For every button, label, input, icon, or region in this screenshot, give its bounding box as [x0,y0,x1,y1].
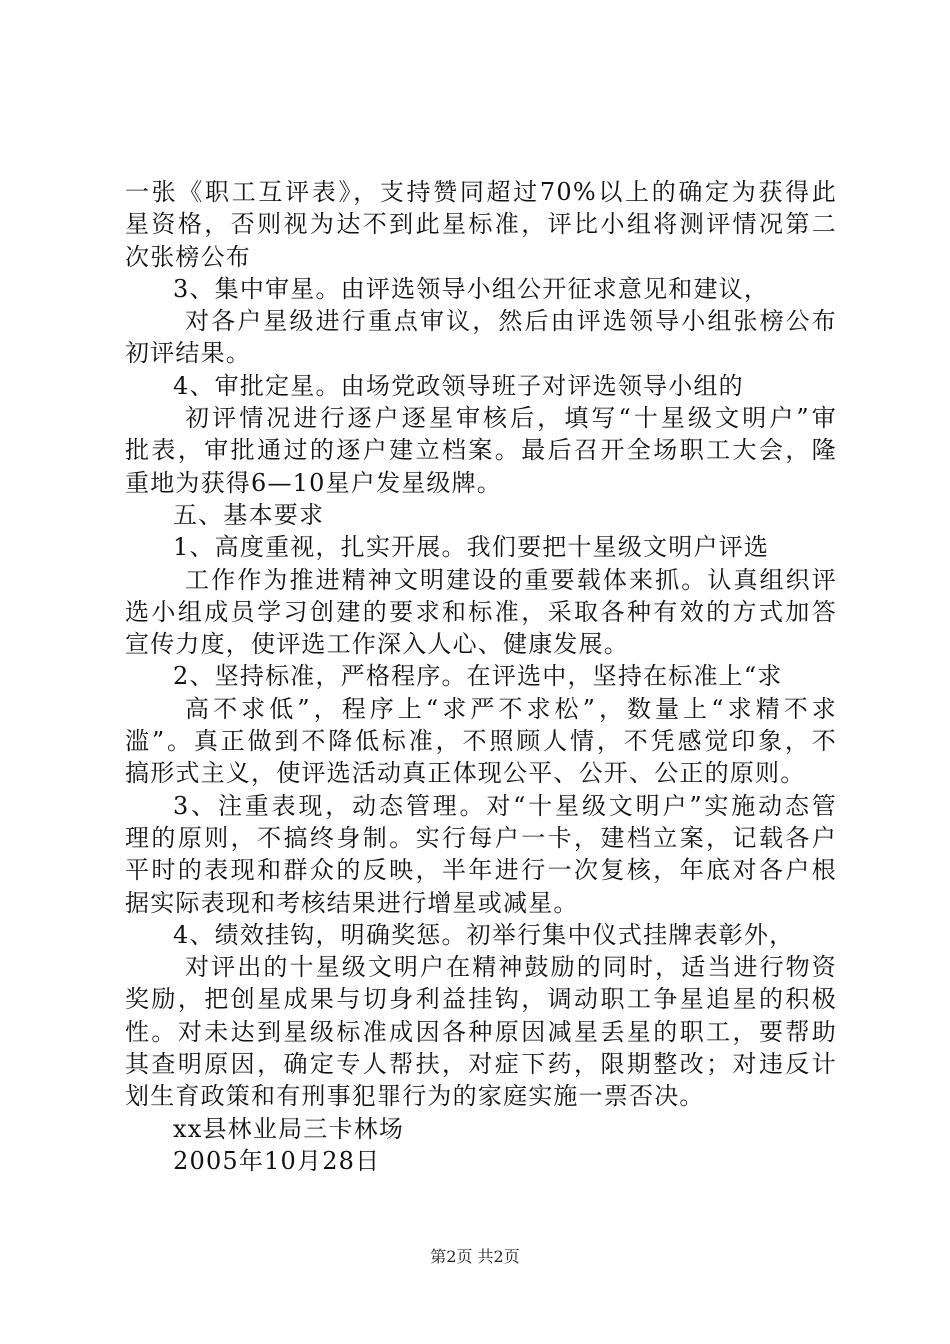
text-line: 初评情况进行逐户逐星审核后，填写“十星级文明户”审 [185,404,837,433]
signature-date: 2005年10月28日 [173,1146,381,1175]
text-line: 2、坚持标准，严格程序。在评选中，坚持在标准上“求 [173,662,783,691]
text-line: 重地为获得6—10星户发星级牌。 [125,468,503,497]
section-heading: 五、基本要求 [173,500,325,529]
text-line: 1、高度重视，扎实开展。我们要把十星级文明户评选 [173,533,770,562]
page-number: 第2页 共2页 [430,1247,520,1266]
document-body [125,176,837,1177]
text-line: 4、审批定星。由场党政领导班子对评选领导小组的 [173,371,744,400]
text-line: 工作作为推进精神文明建设的重要载体来抓。认真组织评 [185,565,837,594]
text-line: 高不求低”，程序上“求严不求松”，数量上“求精不求 [185,694,837,723]
text-line: 滥”。真正做到不降低标准，不照顾人情，不凭感觉印象，不 [125,727,837,756]
text-line: 星资格，否则视为达不到此星标准，评比小组将测评情况第二 [125,210,837,239]
text-line: 一张《职工互评表》，支持赞同超过70%以上的确定为获得此 [125,178,837,206]
text-line: 选小组成员学习创建的要求和标准，采取各种有效的方式加答 [125,597,837,626]
text-line: 奖励，把创星成果与切身利益挂钩，调动职工争星追星的积极 [125,985,837,1014]
text-line: 宣传力度，使评选工作深入人心、健康发展。 [125,630,629,659]
text-line: 次张榜公布 [125,242,251,271]
text-line: 初评结果。 [125,339,251,368]
text-line: 批表，审批通过的逐户建立档案。最后召开全场职工大会，隆 [125,436,837,465]
text-line: 平时的表现和群众的反映，半年进行一次复核，年底对各户根 [125,856,837,885]
text-line: 据实际表现和考核结果进行增星或减星。 [125,888,579,917]
text-line: 搞形式主义，使评选活动真正体现公平、公开、公正的原则。 [125,759,806,788]
text-line: 划生育政策和有刑事犯罪行为的家庭实施一票否决。 [125,1082,705,1111]
text-line: 理的原则，不搞终身制。实行每户一卡，建档立案，记载各户 [125,823,837,852]
text-line: 4、绩效挂钩，明确奖惩。初举行集中仪式挂牌表彰外， [173,920,795,949]
text-line: 性。对未达到星级标准成因各种原因减星丢星的职工，要帮助 [125,1017,837,1046]
text-line: 其查明原因，确定专人帮扶，对症下药，限期整改；对违反计 [125,1050,837,1079]
signature-organization: xx县林业局三卡林场 [173,1114,405,1143]
text-line: 对各户星级进行重点审议，然后由评选领导小组张榜公布 [185,307,837,336]
text-line: 3、注重表现，动态管理。对“十星级文明户”实施动态管 [173,791,837,820]
text-line: 3、集中审星。由评选领导小组公开征求意见和建议， [173,274,770,303]
text-line: 对评出的十星级文明户在精神鼓励的同时，适当进行物资 [185,953,837,982]
